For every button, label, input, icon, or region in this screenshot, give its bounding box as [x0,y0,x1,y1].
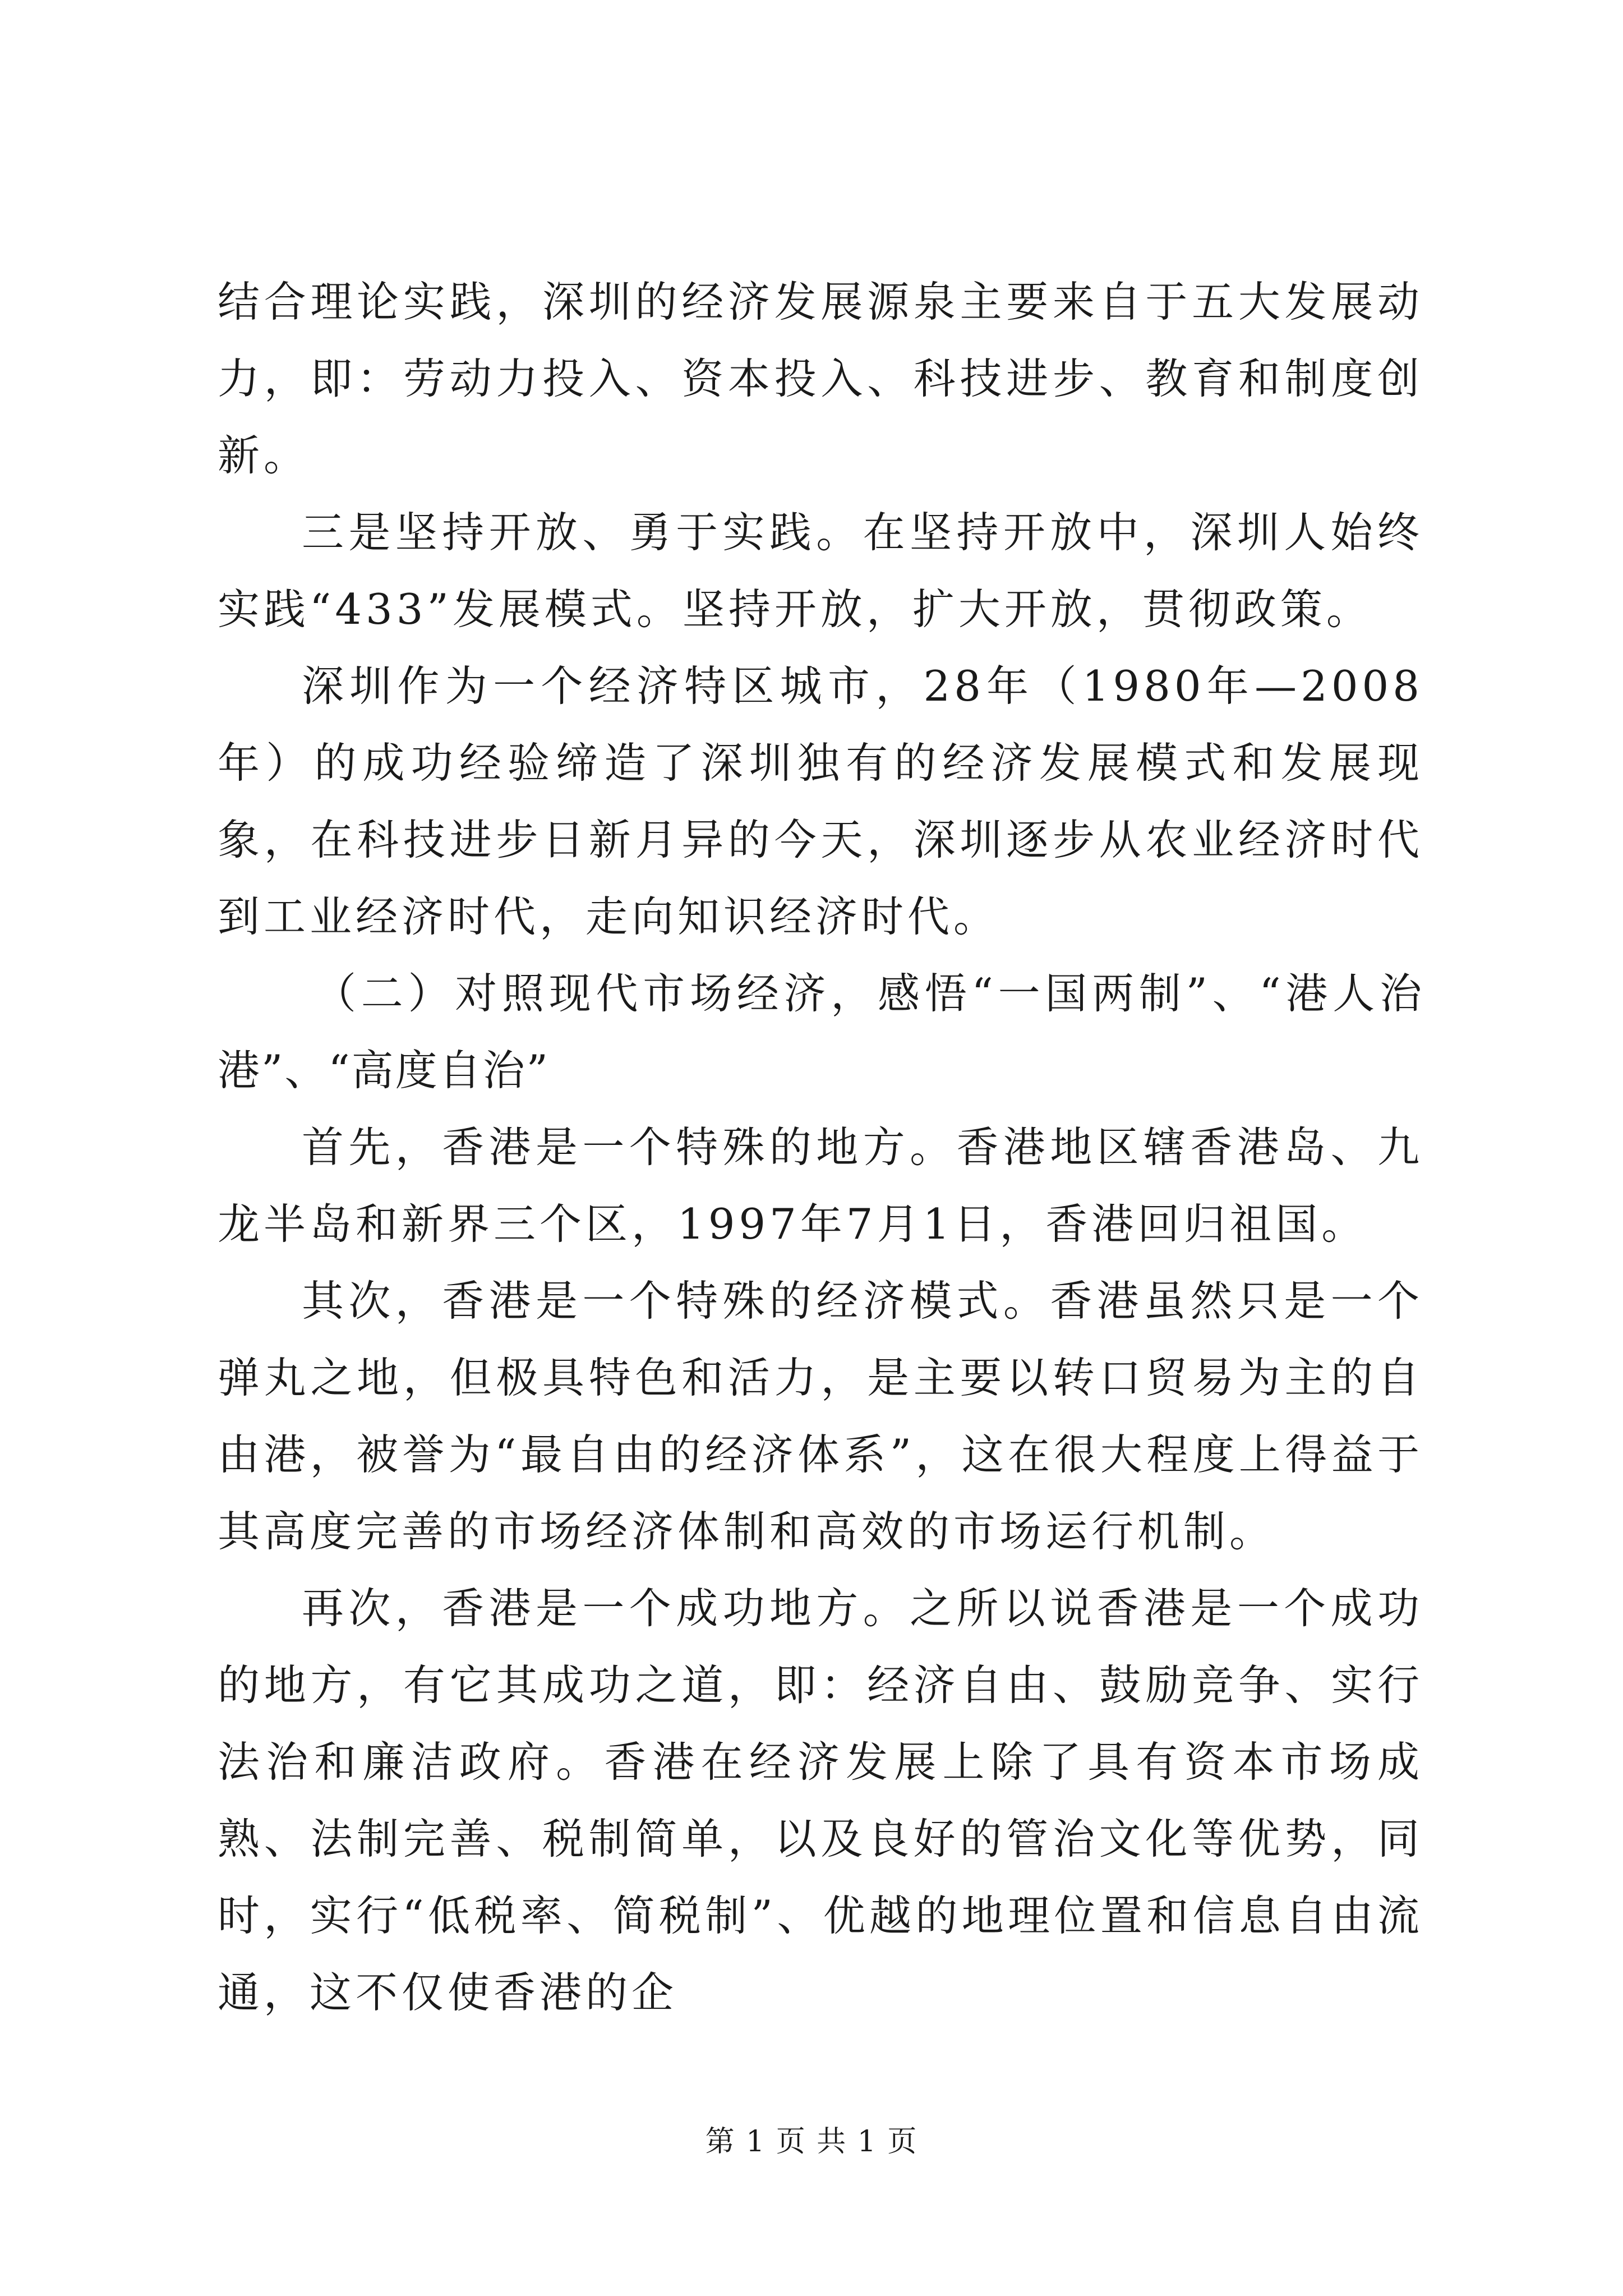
section-heading: （二）对照现代市场经济，感悟“一国两制”、“港人治港”、“高度自治” [218,969,1423,1095]
paragraph-openness: 三是坚持开放、勇于实践。在坚持开放中，深圳人始终实践“433”发展模式。坚持开放，扩大开放，贯彻政策。 [218,508,1423,634]
document-body [218,264,1423,2031]
paragraph-hk-success: 再次，香港是一个成功地方。之所以说香港是一个成功的地方，有它其成功之道，即：经济自由、鼓励竞争、实行法治和廉洁政府。香港在经济发展上除了具有资本市场成熟、法制完善、税制简单，以及良好的管治文化等优势，同时，实行“低税率、简税制”、优越的地理位置和信息自由流通，这不仅使香港的企 [218,1584,1423,2017]
paragraph-shenzhen-sez: 深圳作为一个经济特区城市，28年（1980年—2008年）的成功经验缔造了深圳独有的经济发展模式和发展现象，在科技进步日新月异的今天，深圳逐步从农业经济时代到工业经济时代，走向知识经济时代。 [218,661,1423,941]
paragraph-hk-special-place: 首先，香港是一个特殊的地方。香港地区辖香港岛、九龙半岛和新界三个区，1997年7月1日，香港回归祖国。 [218,1122,1423,1249]
page-footer: 第 1 页 共 1 页 [705,2125,918,2159]
paragraph-hk-economic-model: 其次，香港是一个特殊的经济模式。香港虽然只是一个弹丸之地，但极具特色和活力，是主要以转口贸易为主的自由港，被誉为“最自由的经济体系”，这在很大程度上得益于其高度完善的市场经济体制和高效的市场运行机制。 [218,1276,1423,1556]
paragraph-continuation: 结合理论实践，深圳的经济发展源泉主要来自于五大发展动力，即：劳动力投入、资本投入、科技进步、教育和制度创新。 [218,277,1423,480]
